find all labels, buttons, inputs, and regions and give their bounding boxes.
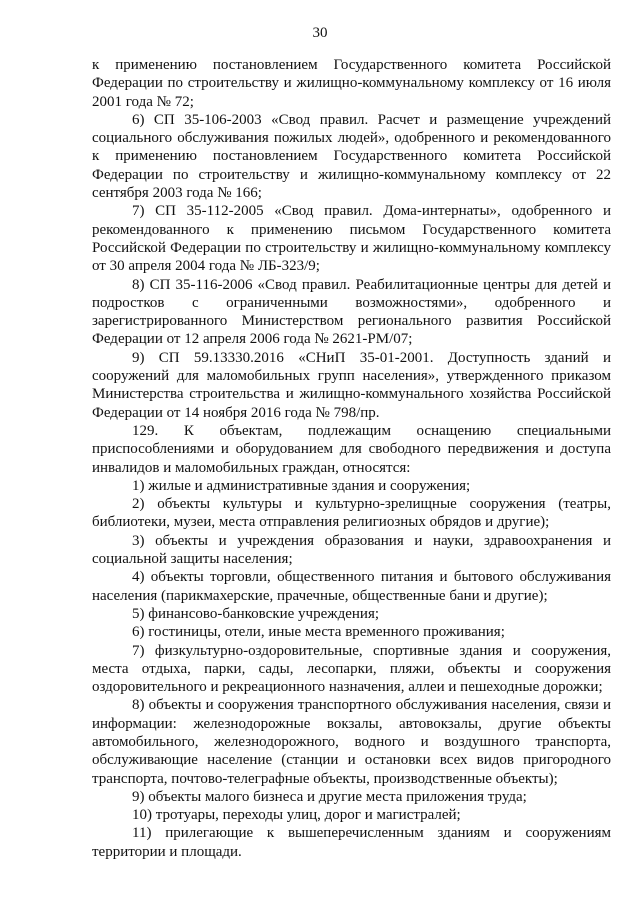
paragraph: 9) СП 59.13330.2016 «СНиП 35-01-2001. Доступность зданий и сооружений для маломобильных групп населения», утвержденного приказом Министерства строительства и жилищно-коммунального хозяйства Российской Федерации от 14 ноября 2016 года № 798/пр.	[92, 349, 611, 421]
paragraph: 6) СП 35-106-2003 «Свод правил. Расчет и размещение учреждений социального обслуживания пожилых людей», одобренного и рекомендованного к применению постановлением Государственного комитета Российской Федерации по строительству и жилищно-коммунальному комплексу от 22 сентября 2003 года № 166;	[92, 111, 611, 202]
page-number: 30	[312, 25, 328, 41]
paragraph: 9) объекты малого бизнеса и другие места приложения труда;	[132, 788, 527, 805]
paragraph: 7) физкультурно-оздоровительные, спортивные здания и сооружения, места отдыха, парки, сады, лесопарки, пляжи, объекты и сооружения оздоровительного и рекреационного назначения, аллеи и пешеходные дорожки;	[92, 642, 611, 696]
paragraph: 6) гостиницы, отели, иные места временного проживания;	[132, 624, 505, 641]
paragraph: 8) объекты и сооружения транспортного обслуживания населения, связи и информации: железнодорожные вокзалы, автовокзалы, другие объекты автомобильного, железнодорожного, водного и воздушного транспорта, обслуживающие население (станции и остановки всех видов пригородного транспорта, почтово-телеграфные объекты, производственные объекты);	[92, 697, 611, 787]
paragraph: 10) тротуары, переходы улиц, дорог и магистралей;	[132, 807, 461, 824]
paragraph: 8) СП 35-116-2006 «Свод правил. Реабилитационные центры для детей и подростков с ограниченными возможностями», одобренного и зарегистрированного Министерством регионального развития Российской Федерации от 12 апреля 2006 года № 2621-РМ/07;	[92, 276, 611, 348]
paragraph: 4) объекты торговли, общественного питания и бытового обслуживания населения (парикмахерские, прачечные, общественные бани и другие);	[92, 569, 611, 604]
paragraph: 5) финансово-банковские учреждения;	[132, 605, 380, 622]
paragraph: 7) СП 35-112-2005 «Свод правил. Дома-интернаты», одобренного и рекомендованного к применению письмом Государственного комитета Российской Федерации по строительству и жилищно-коммунальному комплексу от 30 апреля 2004 года № ЛБ-323/9;	[92, 203, 611, 275]
paragraph: 1) жилые и административные здания и сооружения;	[132, 477, 471, 494]
paragraph: 2) объекты культуры и культурно-зрелищные сооружения (театры, библиотеки, музеи, места отправления религиозных обрядов и другие);	[92, 496, 611, 531]
paragraph-continuation: к применению постановлением Государственного комитета Российской Федерации по строительству и жилищно-коммунальному комплексу от 16 июля 2001 года № 72;	[92, 57, 611, 110]
paragraph: 11) прилегающие к вышеперечисленным зданиям и сооружениям территории и площади.	[92, 825, 611, 860]
document-body	[92, 56, 611, 861]
paragraph: 3) объекты и учреждения образования и науки, здравоохранения и социальной защиты населения;	[92, 532, 611, 568]
paragraph: 129. К объектам, подлежащим оснащению специальными приспособлениями и оборудованием для свободного передвижения и доступа инвалидов и маломобильных граждан, относятся:	[92, 422, 611, 476]
